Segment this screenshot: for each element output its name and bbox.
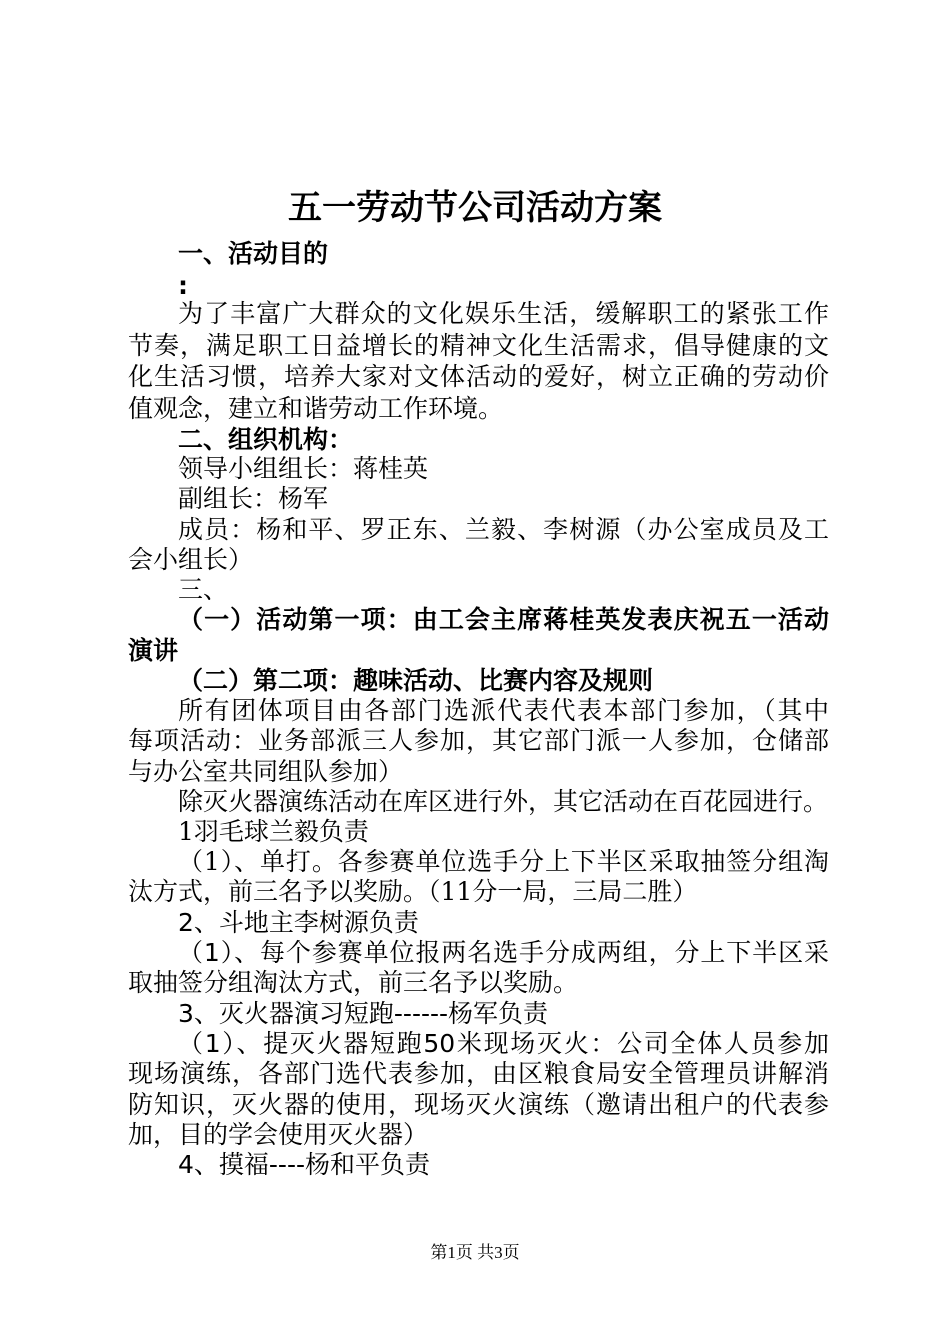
- card-game-heading: 2、斗地主李树源负责: [178, 908, 419, 937]
- rules-paragraph-line: 所有团体项目由各部门选派代表代表本部门参加，（其中: [178, 696, 829, 725]
- document-title: 五一劳动节公司活动方案: [288, 188, 662, 228]
- badminton-heading: 1羽毛球兰毅负责: [178, 817, 369, 846]
- purpose-paragraph-line: 节奏，满足职工日益增长的精神文化生活需求，倡导健康的文: [128, 331, 829, 360]
- card-game-rule-line: 取抽签分组淘汰方式，前三名予以奖励。: [128, 968, 579, 997]
- leader-line: 领导小组组长：蒋桂英: [178, 454, 429, 483]
- heading-organization: 二、组织机构：: [178, 425, 354, 454]
- fire-drill-rule-line: 现场演练，各部门选代表参加，由区粮食局安全管理员讲解消: [128, 1059, 829, 1088]
- blessing-game-heading: 4、摸福----杨和平负责: [178, 1150, 430, 1179]
- rules-paragraph-line: 与办公室共同组队参加）: [128, 757, 404, 786]
- badminton-rule-line: 汰方式，前三名予以奖励。（11分一局，三局二胜）: [128, 877, 698, 906]
- venue-line: 除灭火器演练活动在库区进行外，其它活动在百花园进行。: [178, 787, 829, 816]
- heading-section-three: 三、: [178, 575, 229, 604]
- heading-activity-purpose: 一、活动目的: [178, 239, 329, 268]
- members-line: 成员：杨和平、罗正东、兰毅、李树源（办公室成员及工: [178, 515, 829, 544]
- item-two-heading: （二）第二项：趣味活动、比赛内容及规则: [178, 666, 654, 695]
- deputy-leader-line: 副组长：杨军: [178, 484, 329, 513]
- fire-drill-rule-line: 防知识，灭火器的使用，现场灭火演练（邀请出租户的代表参: [128, 1090, 829, 1119]
- purpose-paragraph-line: 化生活习惯，培养大家对文体活动的爱好，树立正确的劳动价: [128, 362, 829, 391]
- item-one-line: 演讲: [128, 636, 179, 665]
- purpose-paragraph-line: 值观念，建立和谐劳动工作环境。: [128, 394, 504, 423]
- page-footer: 第1页 共3页: [430, 1243, 520, 1262]
- members-line: 会小组长）: [128, 545, 254, 574]
- fire-drill-rule-line: 加，目的学会使用灭火器）: [128, 1120, 429, 1149]
- fire-drill-heading: 3、灭火器演习短跑------杨军负责: [178, 999, 549, 1028]
- rules-paragraph-line: 每项活动：业务部派三人参加，其它部门派一人参加，仓储部: [128, 726, 829, 755]
- fire-drill-rule-line: （1）、提灭火器短跑50米现场灭火：公司全体人员参加: [178, 1029, 829, 1058]
- purpose-paragraph-line: 为了丰富广大群众的文化娱乐生活，缓解职工的紧张工作: [178, 299, 829, 328]
- badminton-rule-line: （1）、单打。各参赛单位选手分上下半区采取抽签分组淘: [178, 847, 829, 876]
- card-game-rule-line: （1）、每个参赛单位报两名选手分成两组，分上下半区采: [178, 938, 829, 967]
- colon-line: :: [178, 271, 188, 300]
- item-one-line: （一）活动第一项：由工会主席蒋桂英发表庆祝五一活动: [178, 605, 829, 634]
